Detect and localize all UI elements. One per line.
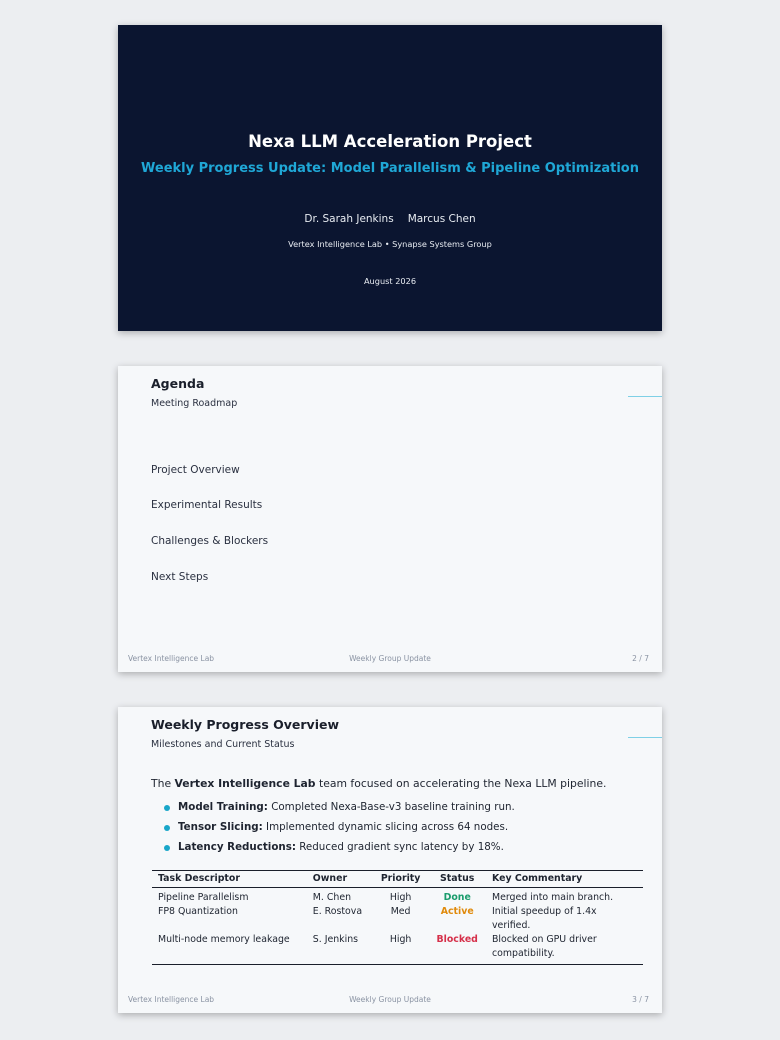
intro-lab-name: Vertex Intelligence Lab [174, 777, 316, 790]
bullet-label: Model Training: [178, 801, 268, 813]
agenda-item: Challenges & Blockers [151, 535, 269, 547]
bullet-icon [164, 825, 170, 831]
frame-title: Agenda [151, 376, 205, 391]
bullet-text: Reduced gradient sync latency by 18%. [295, 841, 504, 853]
bullet-label: Latency Reductions: [178, 841, 296, 853]
frame-subtitle: Meeting Roadmap [151, 398, 238, 409]
bullet-item [163, 841, 515, 861]
author-name: Dr. Sarah Jenkins [304, 213, 394, 225]
status-cell: Done [443, 892, 471, 903]
page-number: 3 / 7 [632, 995, 649, 1004]
footer-title: Weekly Group Update [349, 654, 431, 663]
bullet-text: Completed Nexa-Base-v3 baseline training run. [267, 801, 515, 813]
accent-line [628, 396, 662, 397]
frame-subtitle: Milestones and Current Status [151, 739, 295, 750]
commentary-cell: Merged into main branch. [492, 892, 614, 903]
column-header: Status [428, 871, 486, 888]
progress-slide [118, 707, 662, 1013]
task-cell: FP8 Quantization [158, 906, 238, 917]
column-header: Key Commentary [486, 871, 643, 888]
bullet-item [163, 821, 515, 841]
priority-cell: High [389, 892, 412, 903]
task-table [152, 870, 643, 965]
agenda-item: Project Overview [151, 464, 240, 476]
footer-title: Weekly Group Update [349, 995, 431, 1004]
column-header: Task Descriptor [152, 871, 307, 888]
agenda-slide [118, 366, 662, 672]
bullet-icon [164, 805, 170, 811]
author-name: Marcus Chen [407, 213, 476, 225]
table-header-row [152, 871, 643, 888]
owner-cell: S. Jenkins [312, 934, 359, 945]
status-cell: Blocked [436, 934, 478, 945]
intro-paragraph [151, 777, 606, 790]
commentary-cell: Initial speedup of 1.4x verified. [492, 906, 597, 931]
commentary-cell: Blocked on GPU driver compatibility. [492, 934, 597, 959]
institutions: Vertex Intelligence Lab • Synapse Systems Group [288, 239, 492, 249]
status-cell: Active [440, 906, 474, 917]
table-row [152, 888, 643, 906]
slide-footer [118, 995, 662, 1005]
table-row [152, 905, 643, 933]
bullet-list [163, 801, 515, 861]
bullet-item [163, 801, 515, 821]
slide-footer [118, 654, 662, 664]
authors [118, 213, 662, 225]
column-header: Priority [373, 871, 429, 888]
bullet-label: Tensor Slicing: [178, 821, 263, 833]
intro-text: team focused on accelerating the Nexa LLM pipeline. [315, 777, 607, 790]
frame-title: Weekly Progress Overview [151, 717, 340, 732]
owner-cell: E. Rostova [312, 906, 363, 917]
bullet-icon [164, 845, 170, 851]
presentation-title: Nexa LLM Acceleration Project [248, 132, 532, 151]
owner-cell: M. Chen [312, 892, 352, 903]
agenda-item: Next Steps [151, 571, 209, 583]
bullet-text: Implemented dynamic slicing across 64 nodes. [262, 821, 509, 833]
footer-institution: Vertex Intelligence Lab [128, 995, 215, 1004]
column-header: Owner [307, 871, 373, 888]
page-number: 2 / 7 [632, 654, 649, 663]
table-row [152, 933, 643, 965]
presentation-subtitle: Weekly Progress Update: Model Parallelism & Pipeline Optimization [141, 161, 639, 176]
intro-text: The [151, 777, 175, 790]
title-slide [118, 25, 662, 331]
footer-institution: Vertex Intelligence Lab [128, 654, 215, 663]
task-cell: Multi-node memory leakage [158, 934, 290, 945]
accent-line [628, 737, 662, 738]
priority-cell: High [389, 934, 412, 945]
agenda-item: Experimental Results [151, 499, 263, 511]
priority-cell: Med [390, 906, 411, 917]
task-cell: Pipeline Parallelism [158, 892, 249, 903]
presentation-date: August 2026 [363, 276, 417, 286]
